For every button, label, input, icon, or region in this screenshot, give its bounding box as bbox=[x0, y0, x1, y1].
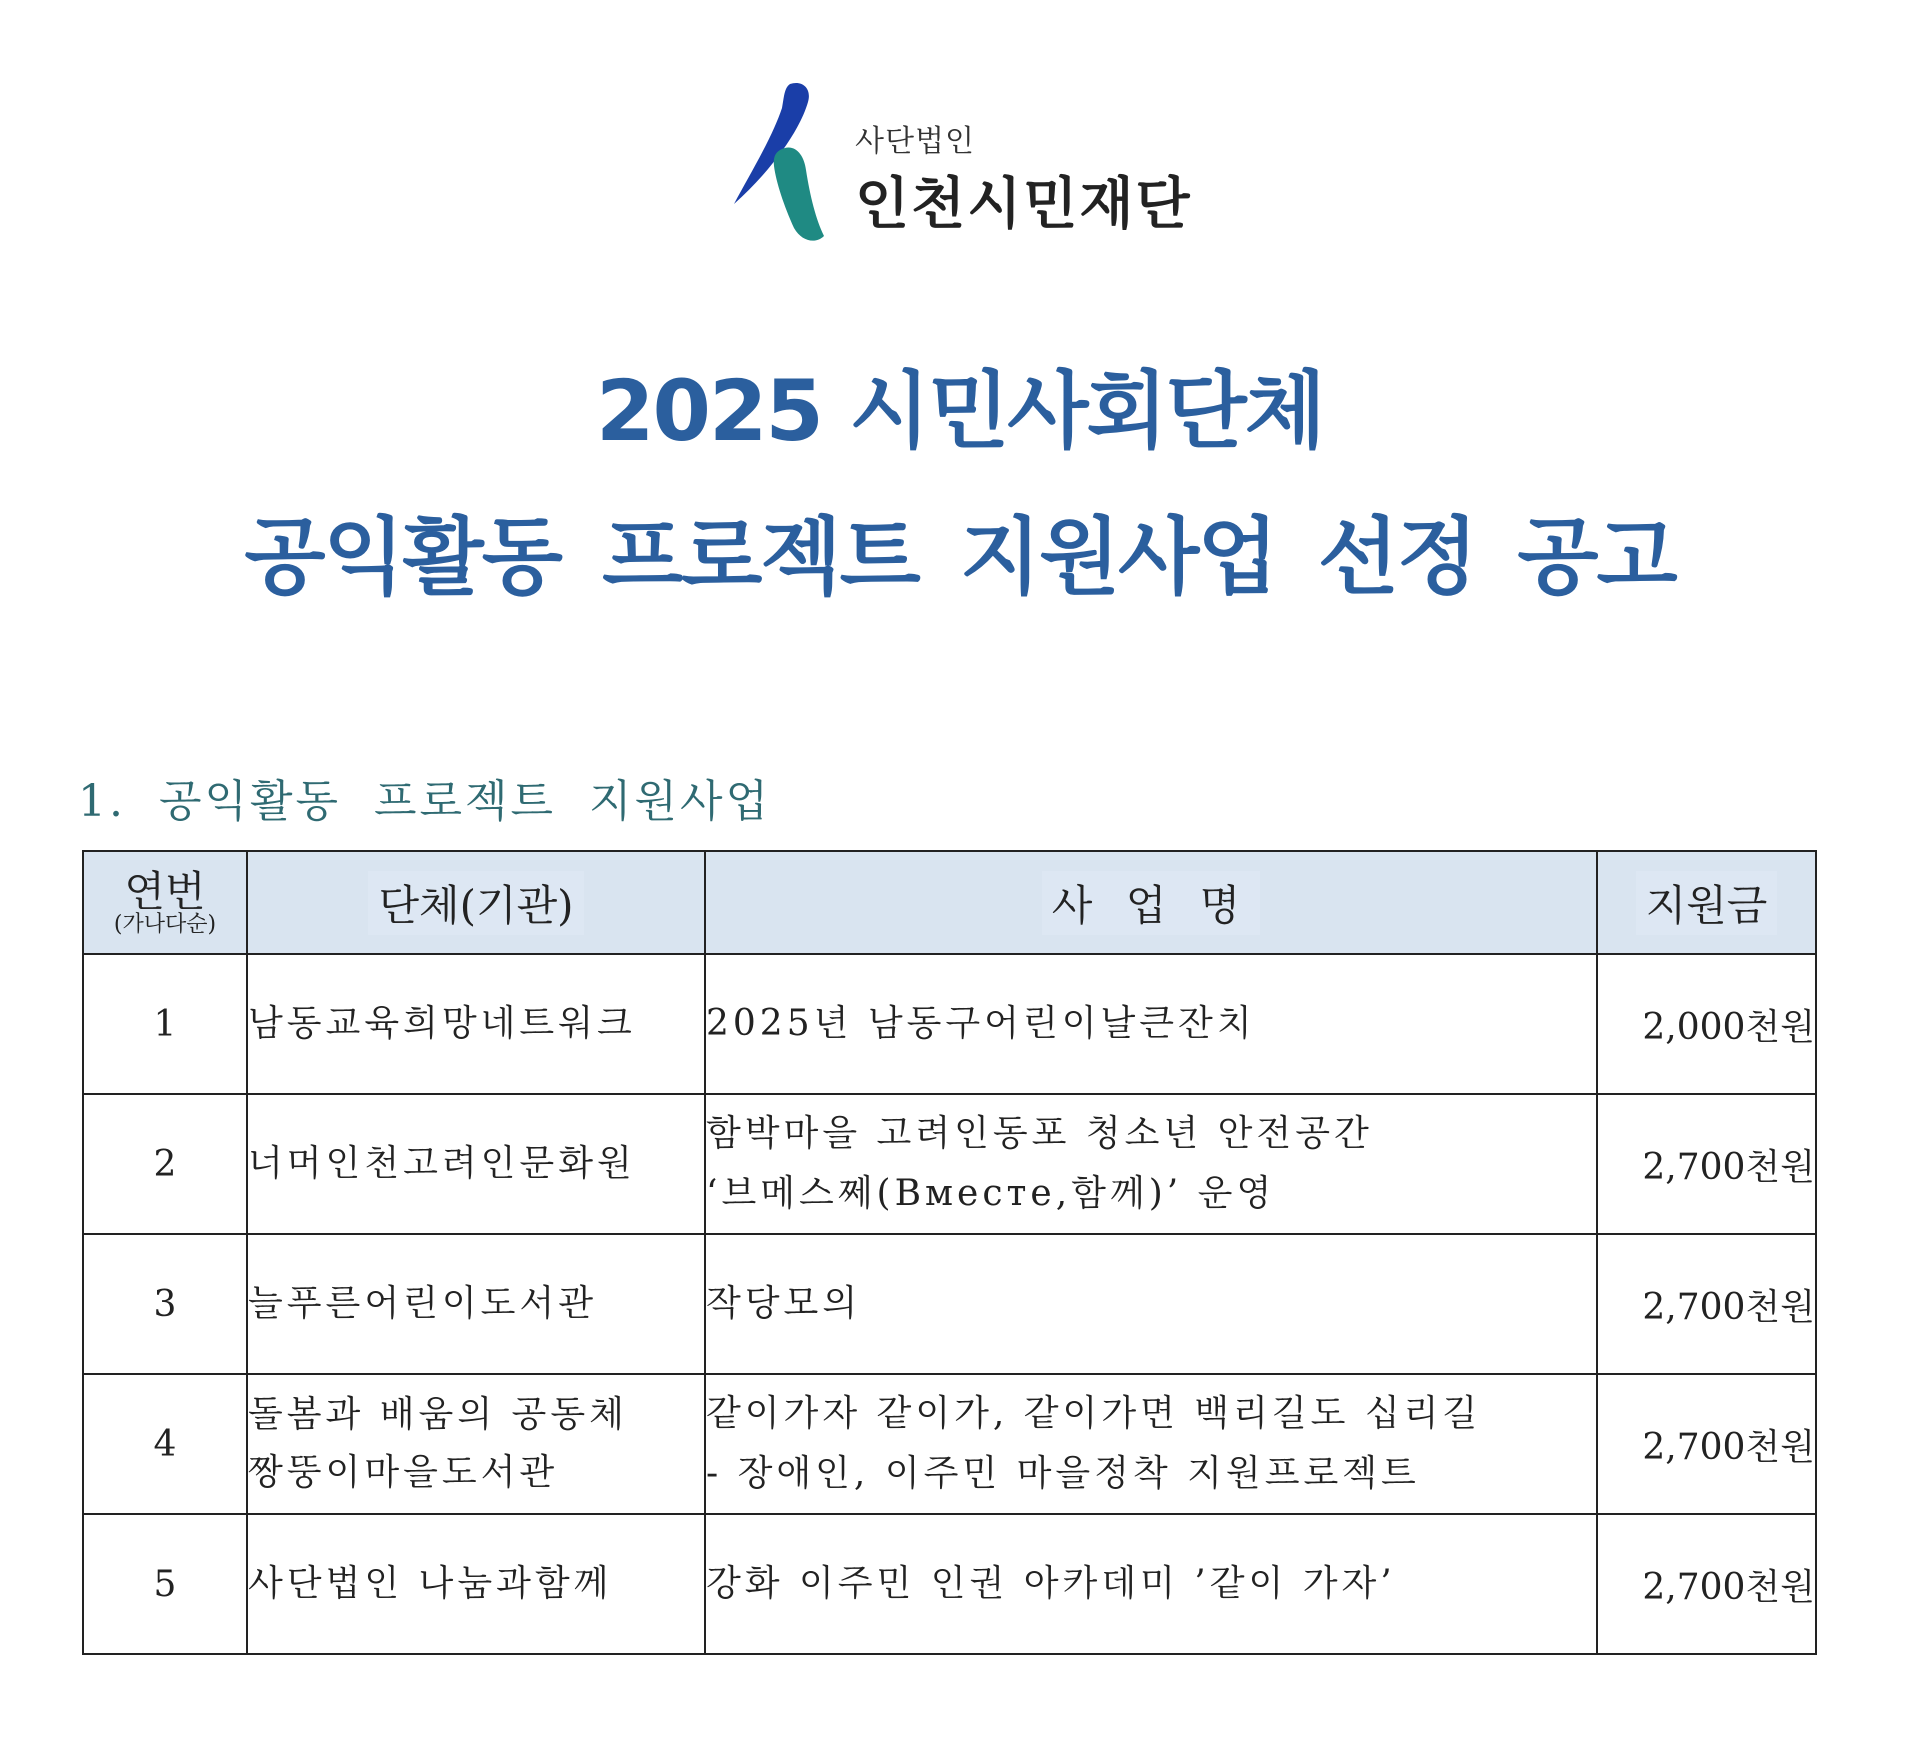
foundation-logo bbox=[720, 78, 1200, 258]
header-project bbox=[705, 851, 1597, 954]
table-row bbox=[83, 1374, 1816, 1514]
header-no bbox=[83, 851, 247, 954]
row-organization bbox=[247, 954, 705, 1094]
row-amount: 2,000천원 bbox=[1597, 954, 1816, 1094]
row-organization bbox=[247, 1514, 705, 1654]
header-org bbox=[247, 851, 705, 954]
table-row bbox=[83, 954, 1816, 1094]
row-project bbox=[705, 1234, 1597, 1374]
table-header-row bbox=[83, 851, 1816, 954]
header-amount bbox=[1597, 851, 1816, 954]
row-project bbox=[705, 1374, 1597, 1514]
row-number: 4 bbox=[83, 1374, 247, 1514]
row-amount: 2,700천원 bbox=[1597, 1514, 1816, 1654]
row-organization bbox=[247, 1234, 705, 1374]
header-no-sub: (가나다순) bbox=[113, 911, 217, 937]
row-project bbox=[705, 954, 1597, 1094]
header-amount-label: 지원금 bbox=[1636, 871, 1778, 935]
project-line: - 장애인, 이주민 마을정착 지원프로젝트 bbox=[706, 1453, 1420, 1494]
selection-table bbox=[82, 850, 1817, 1655]
organization-line: 사단법인 나눔과함께 bbox=[248, 1563, 613, 1604]
organization-line: 남동교육희망네트워크 bbox=[248, 1003, 636, 1044]
project-line: 작당모의 bbox=[706, 1283, 862, 1324]
page-title-line1: 2025 시민사회단체 bbox=[596, 362, 1324, 460]
logo-subtitle: 사단법인 bbox=[855, 124, 975, 159]
row-number: 2 bbox=[83, 1094, 247, 1234]
row-number: 3 bbox=[83, 1234, 247, 1374]
logo-name: 인천시민재단 bbox=[855, 172, 1192, 237]
project-line: 2025년 남동구어린이날큰잔치 bbox=[706, 1003, 1256, 1044]
row-organization bbox=[247, 1094, 705, 1234]
page-title-line2: 공익활동 프로젝트 지원사업 선정 공고 bbox=[244, 508, 1676, 606]
row-amount: 2,700천원 bbox=[1597, 1094, 1816, 1234]
header-no-label: 연번 bbox=[124, 866, 206, 916]
row-number: 5 bbox=[83, 1514, 247, 1654]
organization-line: 늘푸른어린이도서관 bbox=[248, 1283, 597, 1324]
organization-line: 짱뚱이마을도서관 bbox=[248, 1452, 559, 1493]
project-line: 같이가자 같이가, 같이가면 백리길도 십리길 bbox=[706, 1393, 1482, 1434]
project-line: ‘브메스쩨(Вместе,함께)’ 운영 bbox=[706, 1173, 1276, 1214]
table-row bbox=[83, 1094, 1816, 1234]
row-project bbox=[705, 1514, 1597, 1654]
table-body bbox=[83, 954, 1816, 1654]
row-amount: 2,700천원 bbox=[1597, 1234, 1816, 1374]
row-project bbox=[705, 1094, 1597, 1234]
logo-brush-mark-icon bbox=[720, 78, 840, 248]
table-row bbox=[83, 1234, 1816, 1374]
header-org-label: 단체(기관) bbox=[368, 871, 583, 935]
section-heading: 1. 공익활동 프로젝트 지원사업 bbox=[78, 776, 771, 827]
organization-line: 돌봄과 배움의 공동체 bbox=[248, 1394, 628, 1435]
row-amount: 2,700천원 bbox=[1597, 1374, 1816, 1514]
row-number: 1 bbox=[83, 954, 247, 1094]
project-line: 강화 이주민 인권 아카데미 ’같이 가자’ bbox=[706, 1563, 1396, 1604]
table-row bbox=[83, 1514, 1816, 1654]
header-project-label: 사 업 명 bbox=[1042, 871, 1260, 935]
row-organization bbox=[247, 1374, 705, 1514]
project-line: 함박마을 고려인동포 청소년 안전공간 bbox=[706, 1113, 1373, 1154]
organization-line: 너머인천고려인문화원 bbox=[248, 1143, 636, 1184]
